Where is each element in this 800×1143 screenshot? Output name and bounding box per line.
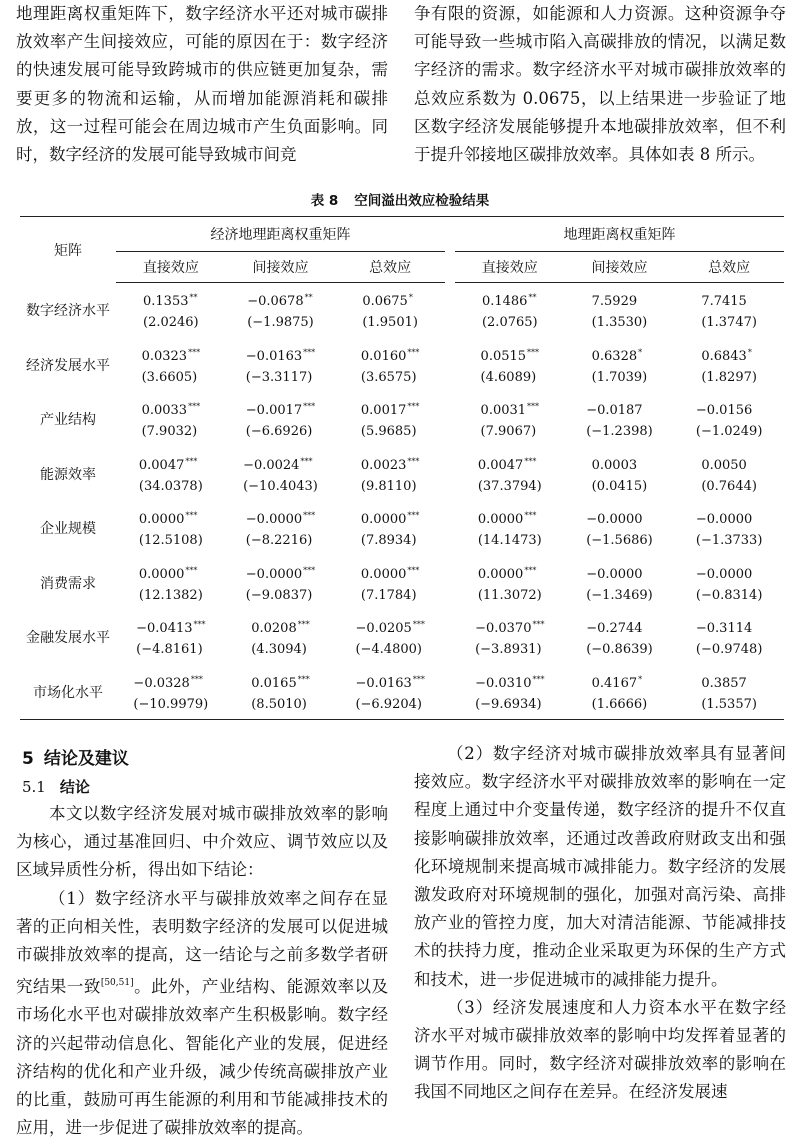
t-statistic: (−8.2216) (245, 533, 313, 549)
coefficient-value: −0.0310 (475, 675, 532, 691)
significance-stars: *** (524, 456, 537, 466)
t-statistic: (14.1473) (477, 533, 542, 549)
table-cell (226, 610, 336, 665)
coefficient-value: 0.0675 (362, 294, 408, 310)
t-statistic: (3.6605) (141, 369, 198, 385)
table-cell (455, 392, 565, 447)
coefficient-value: 0.4167 (591, 675, 638, 691)
coefficient-value: 7.5929 (591, 294, 638, 310)
table-cell (565, 501, 675, 556)
table-cell (455, 665, 565, 720)
significance-stars: *** (303, 511, 316, 521)
t-statistic: (−1.2398) (586, 424, 653, 440)
t-statistic: (12.1382) (138, 587, 203, 603)
row-label: 企业规模 (40, 521, 96, 538)
coefficient-value: 0.0031 (480, 403, 527, 419)
table-cell (674, 392, 784, 447)
table-cell (335, 501, 445, 556)
table-cell (674, 665, 784, 720)
t-statistic: (−1.3469) (586, 587, 653, 603)
table-cell (565, 392, 675, 447)
t-statistic: (−0.9748) (695, 642, 763, 658)
table-cell (116, 338, 226, 393)
t-statistic: (−1.3733) (695, 533, 763, 549)
significance-stars: *** (188, 402, 201, 412)
conclusion-point-3-paragraph: （3）经济发展速度和人力资本水平在数字经济水平对城市碳排放效率的影响中均发挥着显著的调节作用。同时，数字经济对碳排放效率的影响在我国不同地区之间存在差异。在经济发展速 (414, 997, 786, 1102)
row-label: 消费需求 (40, 575, 96, 592)
row-header-matrix: 矩阵 (54, 242, 82, 259)
t-statistic: (−9.0837) (245, 587, 313, 603)
table-cell (335, 283, 445, 338)
coefficient-value: −0.0163 (355, 675, 412, 691)
table-cell (116, 610, 226, 665)
table-cell (455, 610, 565, 665)
bottom-right-column (414, 740, 786, 1107)
table-body (20, 283, 784, 720)
table-cell (116, 665, 226, 720)
conclusion-point-1-text-b: 。此外，产业结构、能源效率以及市场化水平也对碳排放效率产生积极影响。数字经济的兴起带动信息化、智能化产业的发展，促进经济结构的优化和产业升级，减少传统高碳排放产业的比重，鼓励可再生能源的利用和节能减排技术的应用，进一步促进了碳排放效率的提高。 (16, 977, 389, 1138)
conclusion-point-1-paragraph (16, 885, 388, 1143)
t-statistic: (−10.4043) (243, 478, 318, 494)
significance-stars: * (638, 347, 643, 357)
significance-stars: *** (524, 565, 537, 575)
table-row (20, 392, 784, 447)
top-right-paragraph: 争有限的资源，如能源和人力资源。这种资源争夺可能导致一些城市陷入高碳排放的情况，以满足数字经济的需求。数字经济水平对城市碳排放效率的总效应系数为 0.0675，以上结果进一步验证了地区数字经济发展能够提升本地碳排放效率，但不利于提升邻接地区碳排放效率。具体如表 8 所示。 (414, 4, 786, 165)
t-statistic: (−4.8161) (136, 642, 203, 658)
row-label: 产业结构 (40, 412, 96, 429)
table-cell (565, 338, 675, 393)
t-statistic: (3.6575) (360, 369, 417, 385)
coefficient-value: 0.3857 (701, 675, 747, 691)
coefficient-value: −0.0000 (586, 566, 643, 582)
t-statistic: (1.6666) (591, 696, 648, 712)
table-row (20, 610, 784, 665)
coefficient-value: −0.3114 (695, 621, 753, 637)
coefficient-value: 0.0515 (480, 348, 527, 364)
coefficient-value: 0.1486 (481, 294, 528, 310)
t-statistic: (−1.5686) (586, 533, 653, 549)
coefficient-value: 0.0160 (360, 348, 407, 364)
table-cell (565, 665, 675, 720)
significance-stars: *** (303, 402, 316, 412)
table-cell (565, 556, 675, 611)
t-statistic: (−0.8639) (586, 642, 653, 658)
coefficient-value: 0.0000 (360, 566, 407, 582)
subsection-heading (22, 776, 90, 797)
t-statistic: (12.5108) (138, 533, 203, 549)
coefficient-value: 0.0165 (251, 675, 297, 691)
t-statistic: (4.3094) (251, 642, 307, 658)
table-cell (226, 665, 336, 720)
coefficient-value: −0.0000 (245, 566, 303, 582)
coefficient-value: 0.6843 (701, 348, 747, 364)
table-cell (565, 447, 675, 502)
t-statistic: (0.0415) (591, 478, 648, 494)
conclusion-point-1-text-a: （1）数字经济水平与碳排放效率之间存在显著的正向相关性，表明数字经济的发展可以促进城市碳排放效率的提高，这一结论与之前多数学者研究结果一致 (16, 888, 388, 997)
table-row (20, 556, 784, 611)
significance-stars: *** (185, 511, 198, 521)
table-cell (335, 447, 445, 502)
coefficient-value: 0.0047 (138, 457, 185, 473)
section-number: 5 (22, 749, 34, 769)
coefficient-value: −0.0205 (355, 621, 412, 637)
top-right-paragraph-column (414, 0, 786, 169)
t-statistic: (−6.6926) (245, 424, 313, 440)
significance-stars: *** (407, 511, 420, 521)
coefficient-value: 0.0017 (360, 403, 407, 419)
t-statistic: (−10.9979) (133, 696, 209, 712)
table-cell (226, 447, 336, 502)
t-statistic: (7.1784) (360, 587, 417, 603)
coefficient-value: 0.0047 (477, 457, 524, 473)
table-cell (226, 501, 336, 556)
significance-stars: *** (185, 565, 198, 575)
significance-stars: * (408, 293, 413, 303)
conclusion-intro-paragraph: 本文以数字经济发展对城市碳排放效率的影响为核心，通过基准回归、中介效应、调节效应以及区域异质性分析，得出如下结论： (16, 804, 388, 880)
col-header-indirect-2: 间接效应 (565, 252, 675, 283)
t-statistic: (0.7644) (701, 478, 757, 494)
table-row (20, 665, 784, 720)
coefficient-value: −0.0370 (475, 621, 532, 637)
t-statistic: (−1.0249) (695, 424, 763, 440)
t-statistic: (2.0246) (143, 315, 199, 331)
coefficient-value: −0.0163 (245, 348, 303, 364)
significance-stars: * (747, 347, 752, 357)
section-title: 结论及建议 (43, 749, 129, 769)
significance-stars: *** (303, 565, 316, 575)
significance-stars: *** (407, 402, 420, 412)
significance-stars: *** (527, 402, 540, 412)
coefficient-value: 0.0000 (360, 512, 407, 528)
t-statistic: (−6.9204) (355, 696, 422, 712)
table-cell (455, 556, 565, 611)
coefficient-value: −0.0000 (586, 512, 643, 528)
table-cell (226, 283, 336, 338)
t-statistic: (7.8934) (360, 533, 417, 549)
t-statistic: (8.5010) (251, 696, 307, 712)
coefficient-value: 0.1353 (143, 294, 189, 310)
table-cell (674, 610, 784, 665)
table-cell (565, 610, 675, 665)
significance-stars: *** (407, 347, 420, 357)
t-statistic: (−4.4800) (355, 642, 422, 658)
table-cell (674, 501, 784, 556)
t-statistic: (−0.8314) (695, 587, 763, 603)
t-statistic: (1.8297) (701, 369, 757, 385)
t-statistic: (−3.3117) (245, 369, 313, 385)
t-statistic: (5.9685) (360, 424, 417, 440)
coefficient-value: −0.0413 (136, 621, 193, 637)
table-cell (674, 447, 784, 502)
subsection-number: 5.1 (22, 778, 46, 796)
table-cell (116, 283, 226, 338)
t-statistic: (2.0765) (481, 315, 538, 331)
col-header-total-2: 总效应 (674, 252, 784, 283)
t-statistic: (−1.9875) (247, 315, 314, 331)
col-header-direct-2: 直接效应 (455, 252, 565, 283)
row-label: 经济发展水平 (26, 357, 110, 374)
coefficient-value: −0.0000 (245, 512, 303, 528)
table-caption (0, 189, 800, 209)
significance-stars: *** (407, 456, 420, 466)
group-header-economic-geo: 经济地理距离权重矩阵 (116, 217, 445, 252)
table-cell (116, 501, 226, 556)
t-statistic: (1.3747) (701, 315, 757, 331)
significance-stars: *** (412, 674, 425, 684)
significance-stars: ** (189, 293, 198, 303)
row-label: 金融发展水平 (26, 630, 110, 647)
significance-stars: *** (407, 565, 420, 575)
coefficient-value: 0.0323 (141, 348, 188, 364)
significance-stars: *** (524, 511, 537, 521)
significance-stars: *** (300, 456, 313, 466)
table-cell (335, 392, 445, 447)
col-header-indirect-1: 间接效应 (226, 252, 336, 283)
table-cell (226, 556, 336, 611)
table-cell (674, 556, 784, 611)
coefficient-value: 0.0000 (477, 566, 524, 582)
col-header-direct-1: 直接效应 (116, 252, 226, 283)
coefficient-value: 0.0033 (141, 403, 188, 419)
coefficient-value: 7.7415 (701, 294, 747, 310)
t-statistic: (1.5357) (701, 696, 757, 712)
coefficient-value: 0.0003 (591, 457, 638, 473)
table-cell (455, 501, 565, 556)
table-cell (455, 447, 565, 502)
coefficient-value: 0.0000 (138, 566, 185, 582)
spillover-effect-table (20, 216, 784, 720)
table-number: 表 8 (310, 193, 339, 209)
citation-ref: [50,51] (100, 978, 134, 989)
coefficient-value: 0.0000 (138, 512, 185, 528)
coefficient-value: −0.2744 (586, 621, 643, 637)
significance-stars: * (638, 674, 643, 684)
coefficient-value: −0.0024 (243, 457, 300, 473)
table-row (20, 501, 784, 556)
significance-stars: *** (190, 674, 203, 684)
table-cell (226, 338, 336, 393)
significance-stars: *** (297, 674, 310, 684)
subsection-title: 结论 (59, 778, 90, 796)
coefficient-value: 0.0000 (477, 512, 524, 528)
table-row (20, 338, 784, 393)
t-statistic: (−9.6934) (475, 696, 542, 712)
row-label: 市场化水平 (33, 684, 103, 701)
significance-stars: *** (297, 620, 310, 630)
table-cell (565, 283, 675, 338)
top-left-paragraph-column (16, 0, 388, 169)
top-left-paragraph: 地理距离权重矩阵下，数字经济水平还对城市碳排放效率产生间接效应，可能的原因在于：数字经济的快速发展可能导致跨城市的供应链更加复杂，需要更多的物流和运输，从而增加能源消耗和碳排放，这一过程可能会在周边城市产生负面影响。同时，数字经济的发展可能导致城市间竞 (16, 4, 388, 165)
coefficient-value: 0.6328 (591, 348, 638, 364)
col-header-total-1: 总效应 (335, 252, 445, 283)
coefficient-value: −0.0678 (247, 294, 304, 310)
t-statistic: (1.9501) (362, 315, 418, 331)
significance-stars: *** (527, 347, 540, 357)
table-title: 空间溢出效应检验结果 (354, 193, 490, 209)
t-statistic: (34.0378) (138, 478, 203, 494)
coefficient-value: −0.0328 (133, 675, 190, 691)
significance-stars: *** (532, 674, 545, 684)
significance-stars: *** (303, 347, 316, 357)
table-cell (116, 392, 226, 447)
significance-stars: ** (528, 293, 537, 303)
table-cell (455, 338, 565, 393)
significance-stars: *** (412, 620, 425, 630)
t-statistic: (7.9067) (480, 424, 537, 440)
significance-stars: *** (193, 620, 206, 630)
table-cell (335, 556, 445, 611)
conclusion-point-2-paragraph: （2）数字经济对城市碳排放效率具有显著间接效应。数字经济水平对碳排放效率的影响在一定程度上通过中介变量传递，数字经济的提升不仅直接影响碳排放效率，还通过改善政府财政支出和强化环境规制来提高城市减排能力。数字经济的发展激发政府对环境规制的强化，加强对高污染、高排放产业的管控力度，加大对清洁能源、节能减排技术的扶持力度，推动企业采取更为环保的生产方式和技术，进一步促进城市的减排能力提升。 (414, 744, 786, 989)
t-statistic: (9.8110) (360, 478, 417, 494)
t-statistic: (−3.8931) (475, 642, 542, 658)
coefficient-value: −0.0156 (695, 403, 753, 419)
significance-stars: ** (304, 293, 313, 303)
significance-stars: *** (185, 456, 198, 466)
coefficient-value: 0.0050 (701, 457, 747, 473)
table-cell (335, 610, 445, 665)
coefficient-value: −0.0187 (586, 403, 643, 419)
coefficient-value: −0.0017 (245, 403, 303, 419)
t-statistic: (1.7039) (591, 369, 648, 385)
table-row (20, 447, 784, 502)
t-statistic: (1.3530) (591, 315, 648, 331)
coefficient-value: −0.0000 (695, 566, 753, 582)
t-statistic: (7.9032) (141, 424, 198, 440)
table-cell (674, 338, 784, 393)
significance-stars: *** (188, 347, 201, 357)
coefficient-value: 0.0023 (360, 457, 407, 473)
section-heading (22, 744, 129, 769)
row-label: 能源效率 (40, 466, 96, 483)
coefficient-value: 0.0208 (251, 621, 297, 637)
group-header-geo-distance: 地理距离权重矩阵 (455, 217, 784, 252)
t-statistic: (37.3794) (477, 478, 542, 494)
bottom-left-column (16, 800, 388, 1142)
table-cell (674, 283, 784, 338)
table-cell (335, 338, 445, 393)
table-cell (116, 556, 226, 611)
t-statistic: (4.6089) (480, 369, 537, 385)
table-cell (226, 392, 336, 447)
significance-stars: *** (532, 620, 545, 630)
coefficient-value: −0.0000 (695, 512, 753, 528)
table-cell (116, 447, 226, 502)
row-label: 数字经济水平 (26, 303, 110, 319)
t-statistic: (11.3072) (477, 587, 542, 603)
table-cell (335, 665, 445, 720)
table-row (20, 283, 784, 338)
table-cell (455, 283, 565, 338)
